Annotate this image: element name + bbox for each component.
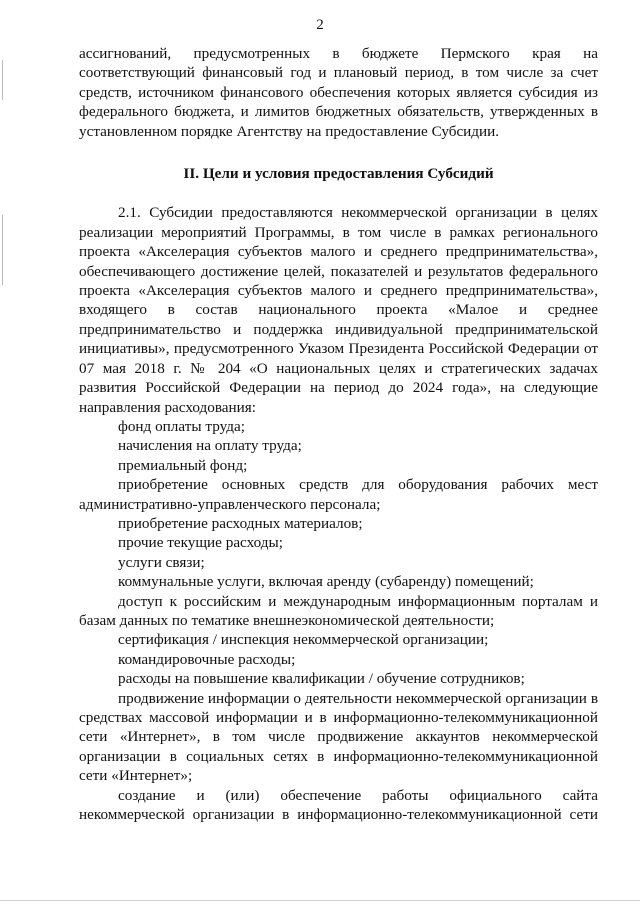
scan-bottom-edge (0, 900, 640, 901)
list-item: коммунальные услуги, включая аренду (субаренду) помещений; (118, 573, 534, 591)
page-number: 2 (316, 17, 324, 33)
intro-paragraph: ассигнований, предусмотренных в бюджете Пермского края на соответствующий финансовый год и плановый период, в том числе за счет средств, источником финансового обеспечения которых является субсидия из федерального бюджета, и лимитов бюджетных обязательств, утвержденных в установленном порядке Агентству на предоставление Субсидии. (79, 45, 598, 140)
scan-edge-mark (2, 215, 3, 285)
list-item: доступ к российским и международным информационным порталам и базам данных по тематике внешнеэкономической деятельности; (79, 592, 598, 629)
list-item: сертификация / инспекция некоммерческой организации; (118, 631, 489, 649)
list-item: продвижение информации о деятельности некоммерческой организации в средствах массовой информации и в информационно-телекоммуникационной сети «Интернет», в том числе продвижение аккаунтов некоммерческой организации в социальных сетях в информационно-телекоммуникационной сети «Интернет»; (79, 689, 598, 785)
list-item: начисления на оплату труда; (118, 437, 302, 455)
clause-2-1-paragraph: 2.1. Субсидии предоставляются некоммерческой организации в целях реализации мероприятий Программы, в том числе в рамках регионального проекта «Акселерация субъектов малого и среднего предпринимательства», обеспечивающего достижение целей, показателей и результатов федерального проекта «Акселерация субъектов малого и среднего предпринимательства», входящего в состав национального проекта «Малое и среднее предпринимательство и поддержка индивидуальной предпринимательской инициативы», предусмотренного Указом Президента Российской Федерации от 07 мая 2018 г. № 204 «О национальных целях и стратегических задачах развития Российской Федерации на период до 2024 года», на следующие направления расходования: (79, 204, 598, 416)
list-item: приобретение основных средств для оборудования рабочих мест административно-управленческого персонала; (79, 476, 598, 513)
list-item: премиальный фонд; (118, 456, 248, 474)
list-item: фонд оплаты труда; (118, 417, 245, 435)
list-item: расходы на повышение квалификации / обучение сотрудников; (118, 670, 525, 688)
document-body (79, 44, 598, 824)
list-item: прочие текущие расходы; (118, 534, 283, 552)
scan-edge-mark (2, 60, 3, 100)
list-item: командировочные расходы; (118, 650, 296, 668)
list-item: приобретение расходных материалов; (118, 514, 363, 532)
section-heading: II. Цели и условия предоставления Субсидий (183, 165, 494, 183)
list-item: услуги связи; (118, 553, 205, 571)
list-item: создание и (или) обеспечение работы официального сайта некоммерческой организации в информационно-телекоммуникационной сети (79, 786, 598, 824)
